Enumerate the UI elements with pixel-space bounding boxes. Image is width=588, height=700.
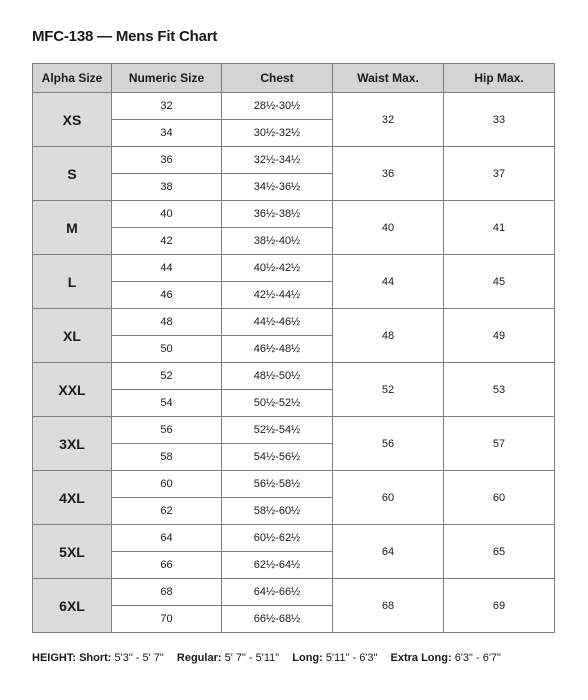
numeric-size-cell: 56 xyxy=(112,417,222,444)
chest-cell: 30½-32½ xyxy=(222,120,333,147)
hip-max-cell: 69 xyxy=(444,579,555,633)
waist-max-cell: 52 xyxy=(333,363,444,417)
numeric-size-cell: 64 xyxy=(112,525,222,552)
height-legend xyxy=(32,652,501,664)
chest-cell: 58½-60½ xyxy=(222,498,333,525)
alpha-size-cell: M xyxy=(33,201,112,255)
numeric-size-cell: 38 xyxy=(112,174,222,201)
numeric-size-cell: 54 xyxy=(112,390,222,417)
numeric-size-cell: 48 xyxy=(112,309,222,336)
hip-max-cell: 37 xyxy=(444,147,555,201)
chest-cell: 28½-30½ xyxy=(222,93,333,120)
numeric-size-cell: 44 xyxy=(112,255,222,282)
waist-max-cell: 32 xyxy=(333,93,444,147)
hip-max-cell: 65 xyxy=(444,525,555,579)
numeric-size-cell: 70 xyxy=(112,606,222,633)
chest-cell: 44½-46½ xyxy=(222,309,333,336)
chest-cell: 32½-34½ xyxy=(222,147,333,174)
chest-cell: 38½-40½ xyxy=(222,228,333,255)
chest-cell: 46½-48½ xyxy=(222,336,333,363)
chest-cell: 60½-62½ xyxy=(222,525,333,552)
chest-cell: 64½-66½ xyxy=(222,579,333,606)
numeric-size-cell: 52 xyxy=(112,363,222,390)
chest-cell: 48½-50½ xyxy=(222,363,333,390)
header-hip-max: Hip Max. xyxy=(444,64,555,93)
numeric-size-cell: 58 xyxy=(112,444,222,471)
waist-max-cell: 56 xyxy=(333,417,444,471)
alpha-size-cell: XS xyxy=(33,93,112,147)
height-short-value: 5'3" - 5' 7" xyxy=(114,652,164,664)
chest-cell: 52½-54½ xyxy=(222,417,333,444)
numeric-size-cell: 36 xyxy=(112,147,222,174)
waist-max-cell: 60 xyxy=(333,471,444,525)
table-row xyxy=(33,525,555,552)
waist-max-cell: 40 xyxy=(333,201,444,255)
numeric-size-cell: 66 xyxy=(112,552,222,579)
waist-max-cell: 44 xyxy=(333,255,444,309)
numeric-size-cell: 62 xyxy=(112,498,222,525)
numeric-size-cell: 68 xyxy=(112,579,222,606)
numeric-size-cell: 42 xyxy=(112,228,222,255)
alpha-size-cell: 5XL xyxy=(33,525,112,579)
waist-max-cell: 48 xyxy=(333,309,444,363)
height-extra-long-label: Extra Long: xyxy=(390,652,452,664)
waist-max-cell: 64 xyxy=(333,525,444,579)
hip-max-cell: 49 xyxy=(444,309,555,363)
numeric-size-cell: 46 xyxy=(112,282,222,309)
hip-max-cell: 33 xyxy=(444,93,555,147)
chest-cell: 56½-58½ xyxy=(222,471,333,498)
chest-cell: 34½-36½ xyxy=(222,174,333,201)
chest-cell: 40½-42½ xyxy=(222,255,333,282)
hip-max-cell: 60 xyxy=(444,471,555,525)
height-long-label: Long: xyxy=(292,652,323,664)
hip-max-cell: 57 xyxy=(444,417,555,471)
numeric-size-cell: 60 xyxy=(112,471,222,498)
header-alpha-size: Alpha Size xyxy=(33,64,112,93)
height-label: HEIGHT: xyxy=(32,652,76,664)
numeric-size-cell: 32 xyxy=(112,93,222,120)
height-regular-label: Regular: xyxy=(176,652,222,664)
table-row xyxy=(33,579,555,606)
fit-chart-table xyxy=(32,63,555,633)
chest-cell: 36½-38½ xyxy=(222,201,333,228)
height-long-value: 5'11" - 6'3" xyxy=(325,652,378,664)
chest-cell: 54½-56½ xyxy=(222,444,333,471)
waist-max-cell: 36 xyxy=(333,147,444,201)
hip-max-cell: 53 xyxy=(444,363,555,417)
table-row xyxy=(33,363,555,390)
chest-cell: 62½-64½ xyxy=(222,552,333,579)
table-row xyxy=(33,471,555,498)
hip-max-cell: 45 xyxy=(444,255,555,309)
height-extra-long-value: 6'3" - 6'7" xyxy=(454,652,501,664)
table-row xyxy=(33,201,555,228)
table-row xyxy=(33,93,555,120)
chest-cell: 42½-44½ xyxy=(222,282,333,309)
numeric-size-cell: 40 xyxy=(112,201,222,228)
hip-max-cell: 41 xyxy=(444,201,555,255)
table-row xyxy=(33,147,555,174)
table-header-row xyxy=(33,64,555,93)
alpha-size-cell: XXL xyxy=(33,363,112,417)
alpha-size-cell: 6XL xyxy=(33,579,112,633)
waist-max-cell: 68 xyxy=(333,579,444,633)
table-row xyxy=(33,309,555,336)
table-row xyxy=(33,417,555,444)
alpha-size-cell: L xyxy=(33,255,112,309)
header-numeric-size: Numeric Size xyxy=(112,64,222,93)
page-title: MFC-138 — Mens Fit Chart xyxy=(32,28,218,45)
chest-cell: 66½-68½ xyxy=(222,606,333,633)
height-regular-value: 5' 7" - 5'11" xyxy=(224,652,280,664)
alpha-size-cell: XL xyxy=(33,309,112,363)
header-waist-max: Waist Max. xyxy=(333,64,444,93)
height-short-label: Short: xyxy=(79,652,112,664)
numeric-size-cell: 34 xyxy=(112,120,222,147)
header-chest: Chest xyxy=(222,64,333,93)
alpha-size-cell: S xyxy=(33,147,112,201)
chest-cell: 50½-52½ xyxy=(222,390,333,417)
alpha-size-cell: 4XL xyxy=(33,471,112,525)
table-row xyxy=(33,255,555,282)
alpha-size-cell: 3XL xyxy=(33,417,112,471)
numeric-size-cell: 50 xyxy=(112,336,222,363)
